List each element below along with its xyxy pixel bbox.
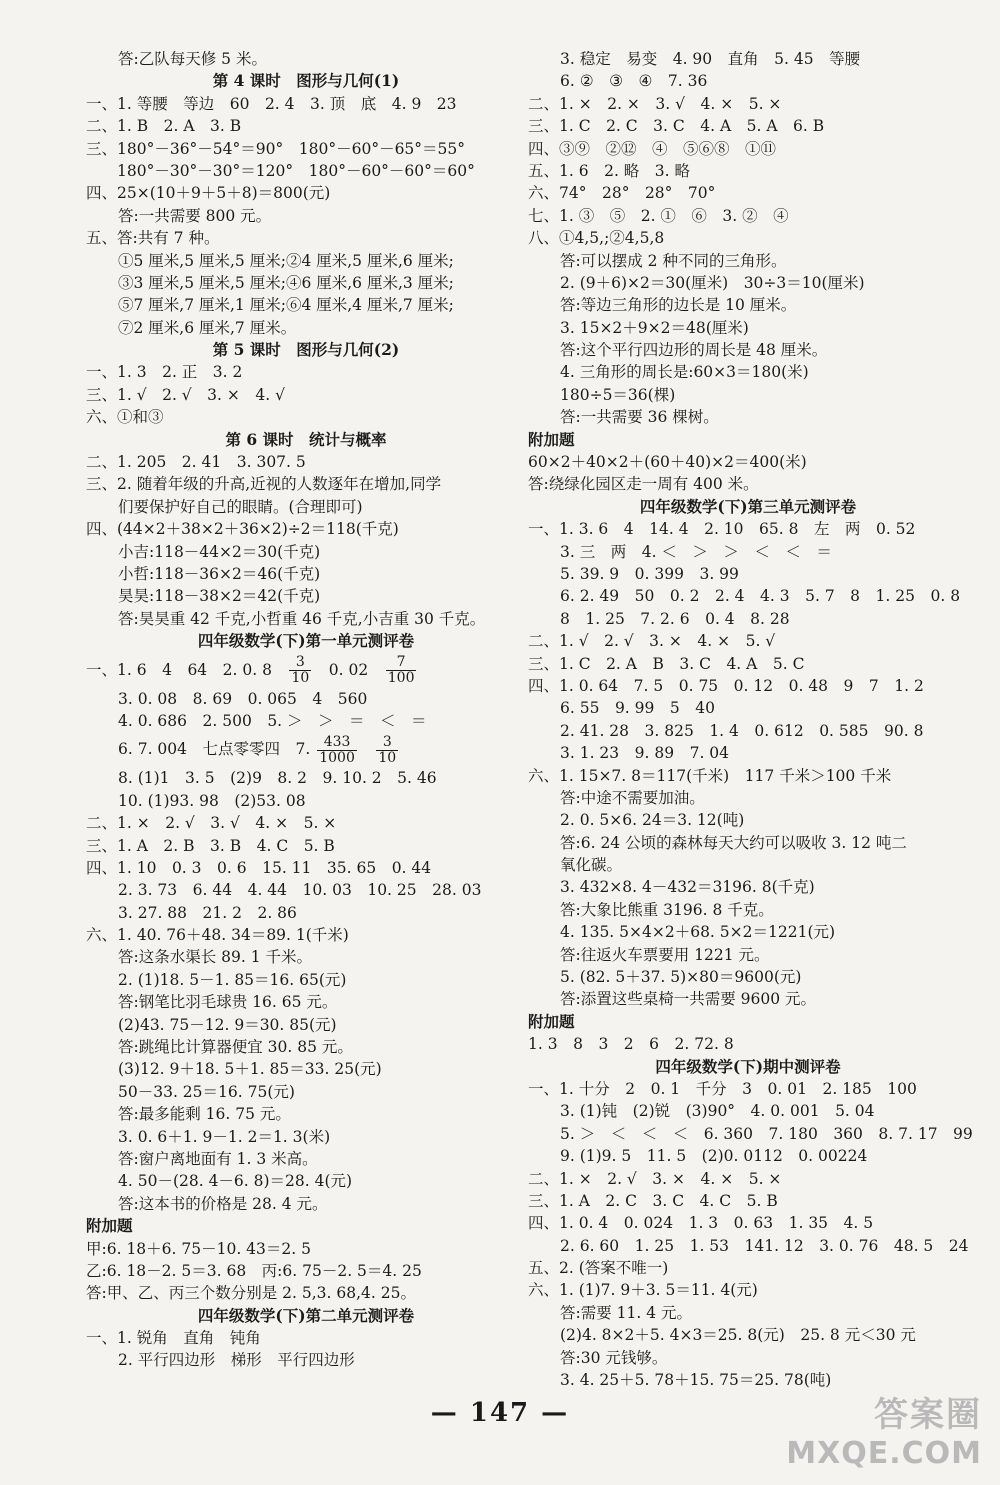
answer-line: ③3 厘米,5 厘米,5 厘米;④6 厘米,6 厘米,3 厘米; [118,273,454,292]
answer-line: 2. 6. 60 1. 25 1. 53 141. 12 3. 0. 76 48. 5 24 [560,1236,969,1255]
answer-line: 4. 135. 5×4×2＋68. 5×2＝1221(元) [560,923,836,942]
answer-line: 七、1. ③ ⑤ 2. ① ⑥ 3. ② ④ [528,206,789,225]
answer-line: 五、1. 6 2. 略 3. 略 [528,161,691,180]
answer-line: 3. 15×2＋9×2＝48(厘米) [560,318,749,337]
answer-line: (3)12. 9＋18. 5＋1. 85＝33. 25(元) [118,1060,382,1079]
answer-line: 五、答:共有 7 种。 [86,229,220,248]
answer-line: 答:往返火车票要用 1221 元。 [560,945,770,964]
answer-line: 六、①和③ [86,408,164,427]
answer-line: 5. (82. 5＋37. 5)×80＝9600(元) [560,968,802,987]
answer-line: 答:绕绿化园区走一周有 400 米。 [528,475,759,494]
answer-line: 四、(44×2＋38×2＋36×2)÷2＝118(千克) [86,520,399,539]
answer-line: 四、1. 10 0. 3 0. 6 15. 11 35. 65 0. 44 [86,858,432,877]
answer-line: 六、1. 40. 76＋48. 34＝89. 1(千米) [86,926,349,945]
answer-line: 四、25×(10＋9＋5＋8)＝800(元) [86,184,331,203]
left-answer-column [86,48,526,1372]
page-number: — 147 — [430,1398,570,1428]
section-heading: 四年级数学(下)期中测评卷 [655,1056,841,1076]
answer-line: 答:中途不需要加油。 [560,788,705,807]
answer-line: 答:甲、乙、丙三个数分别是 2. 5,3. 68,4. 25。 [86,1284,416,1303]
answer-line: 3. 稳定 易变 4. 90 直角 5. 45 等腰 [560,50,861,68]
answer-line: 三、1. A 2. C 3. C 4. C 5. B [528,1191,778,1210]
answer-line: 四、③⑨ ②⑫ ④ ⑤⑥⑧ ①⑪ [528,139,777,158]
answer-line: 答:窗户离地面有 1. 3 米高。 [118,1149,318,1168]
watermark [786,1387,982,1471]
answer-line: 一、1. 锐角 直角 钝角 [86,1329,261,1348]
answer-line: 一、1. 3 2. 正 3. 2 [86,363,243,382]
answer-line: 6. 55 9. 99 5 40 [560,699,715,718]
section-heading: 第 5 课时 图形与几何(2) [212,340,400,360]
answer-line: 二、1. × 2. √ 3. √ 4. × 5. × [86,814,337,833]
answer-line: 昊昊:118－38×2＝42(千克) [118,587,321,606]
answer-line: 附加题 [528,429,575,449]
answer-line: 答:30 元钱够。 [560,1348,668,1367]
answer-line: 一、1. 等腰 等边 60 2. 4 3. 顶 底 4. 9 23 [86,94,457,113]
answer-line: 3. 432×8. 4－432＝3196. 8(千克) [560,878,815,897]
answer-line: 2. 0. 5×6. 24＝3. 12(吨) [560,811,745,830]
watermark-text: 答案圈 [874,1395,982,1435]
answer-line: 氧化碳。 [560,856,623,875]
answer-line: 2. (9＋6)×2＝30(厘米) 30÷3＝10(厘米) [560,273,865,292]
answer-line: 3. 1. 23 9. 89 7. 04 [560,744,730,763]
answer-line: 8 1. 25 7. 2. 6 0. 4 8. 28 [560,609,790,628]
answer-line: 答:等边三角形的边长是 10 厘米。 [560,296,797,315]
answer-line: 一、1. 十分 2 0. 1 千分 3 0. 01 2. 185 100 [528,1079,917,1098]
answer-line: 五、2. (答案不唯一) [528,1259,669,1278]
answer-line: 答:跳绳比计算器便宜 30. 85 元。 [118,1038,353,1057]
answer-line: 六、74° 28° 28° 70° [528,184,716,203]
answer-line: 们要保护好自己的眼睛。(合理即可) [118,497,363,516]
answer-line: 三、1. A 2. B 3. B 4. C 5. B [86,836,335,855]
answer-line: 4. 50－(28. 4－6. 8)＝28. 4(元) [118,1172,353,1191]
answer-line: 3. 0. 08 8. 69 0. 065 4 560 [118,689,368,708]
section-heading: 第 4 课时 图形与几何(1) [212,71,400,91]
answer-line: 三、1. √ 2. √ 3. × 4. √ [86,385,285,404]
fraction: $\frac{3}{10}$ [378,733,397,766]
fraction: $\frac{7}{100}$ [387,654,415,687]
answer-line: 6. 2. 49 50 0. 2 2. 4 4. 3 5. 7 8 1. 25 0. 8 [560,587,961,606]
answer-line: 三、1. C 2. A B 3. C 4. A 5. C [528,654,805,673]
answer-line: 180°－30°－30°＝120° 180°－60°－60°＝60° [86,161,475,180]
answer-line: 答:大象比熊重 3196. 8 千克。 [560,900,774,919]
answer-line: 3. 0. 6＋1. 9－1. 2＝1. 3(米) [118,1127,331,1146]
answer-line: 3. 4. 25＋5. 78＋15. 75＝25. 78(吨) [560,1371,832,1390]
answer-line: 5. ＞ ＜ ＜ ＜ 6. 360 7. 180 360 8. 7. 17 99 [560,1124,973,1143]
answer-line: 二、1. × 2. √ 3. × 4. × 5. × [528,1169,782,1188]
answer-line: 180÷5＝36(棵) [560,385,676,404]
answer-line: 2. 3. 73 6. 44 4. 44 10. 03 10. 25 28. 03 [118,881,482,900]
answer-line: 二、1. √ 2. √ 3. × 4. × 5. √ [528,632,776,651]
answer-line: (2)4. 8×2＋5. 4×3＝25. 8(元) 25. 8 元＜30 元 [560,1326,916,1345]
answer-line: ①5 厘米,5 厘米,5 厘米;②4 厘米,5 厘米,6 厘米; [118,251,454,270]
answer-line: 一、1. 6 4 64 2. 0. 8 $\frac{3}{10}$ 0. 02 $\frac{7}{100}$ [86,654,415,687]
section-heading: 四年级数学(下)第二单元测评卷 [197,1305,415,1325]
answer-line: 10. (1)93. 98 (2)53. 08 [118,791,306,810]
answer-line: 附加题 [528,1011,575,1031]
answer-line: 6. 7. 004 七点零零四 7. $\frac{433}{1000}$ $\frac{3}{10}$ [118,733,397,766]
section-heading: 四年级数学(下)第三单元测评卷 [639,496,857,516]
fraction: $\frac{3}{10}$ [291,654,310,687]
answer-line: 60×2＋40×2＋(60＋40)×2＝400(米) [528,453,807,472]
answer-line: 四、1. 0. 4 0. 024 1. 3 0. 63 1. 35 4. 5 [528,1214,874,1233]
watermark-url: MXQE.COM [786,1436,982,1471]
answer-line: 六、1. 15×7. 8＝117(千米) 117 千米＞100 千米 [528,766,892,785]
answer-line: 答:乙队每天修 5 米。 [118,50,267,68]
answer-line: 甲:6. 18＋6. 75－10. 43＝2. 5 [86,1239,311,1258]
answer-line: 2. (1)18. 5－1. 85＝16. 65(元) [118,970,347,989]
answer-line: 8. (1)1 3. 5 (2)9 8. 2 9. 10. 2 5. 46 [118,769,437,788]
section-heading: 第 6 课时 统计与概率 [225,429,387,449]
answer-line: 二、1. 205 2. 41 3. 307. 5 [86,453,306,472]
answer-line: 二、1. × 2. × 3. √ 4. × 5. × [528,94,782,113]
answer-line: 四、1. 0. 64 7. 5 0. 75 0. 12 0. 48 9 7 1. 2 [528,676,924,695]
answer-line: 三、1. C 2. C 3. C 4. A 5. A 6. B [528,117,825,136]
answer-line: 答:这本书的价格是 28. 4 元。 [118,1194,328,1213]
answer-line: 答:这条水渠长 89. 1 千米。 [118,948,313,967]
answer-line: 2. 平行四边形 梯形 平行四边形 [118,1351,355,1370]
answer-line: 答:昊昊重 42 千克,小哲重 46 千克,小吉重 30 千克。 [118,609,486,628]
answer-line: 二、1. B 2. A 3. B [86,117,242,136]
answer-line: 小哲:118－36×2＝46(千克) [118,564,321,583]
answer-line: 答:可以摆成 2 种不同的三角形。 [560,251,787,270]
answer-line: ⑦2 厘米,6 厘米,7 厘米。 [118,318,297,337]
answer-line: 答:6. 24 公顷的森林每天大约可以吸收 3. 12 吨二 [560,833,907,852]
answer-line: 3. (1)钝 (2)锐 (3)90° 4. 0. 001 5. 04 [560,1102,875,1121]
answer-line: 答:一共需要 800 元。 [118,206,272,225]
answer-line: 三、2. 随着年级的升高,近视的人数逐年在增加,同学 [86,475,442,494]
answer-line: 6. ② ③ ④ 7. 36 [560,72,708,91]
answer-line: 六、1. (1)7. 9＋3. 5＝11. 4(元) [528,1281,758,1300]
answer-line: 八、①4,5,;②4,5,8 [528,229,665,248]
right-answer-column [528,48,973,1391]
answer-line: (2)43. 75－12. 9＝30. 85(元) [118,1015,337,1034]
answer-line: 5. 39. 9 0. 399 3. 99 [560,564,739,583]
answer-line: 答:需要 11. 4 元。 [560,1303,693,1322]
answer-line: 答:添置这些桌椅一共需要 9600 元。 [560,990,817,1009]
answer-line: 答:一共需要 36 棵树。 [560,408,719,427]
answer-line: 答:钢笔比羽毛球贵 16. 65 元。 [118,993,338,1012]
answer-line: 4. 0. 686 2. 500 5. ＞ ＞ ＝ ＜ ＝ [118,711,427,730]
fraction: $\frac{433}{1000}$ [319,733,355,766]
answer-line: 乙:6. 18－2. 5＝3. 68 丙:6. 75－2. 5＝4. 25 [86,1261,422,1280]
answer-line: 小吉:118－44×2＝30(千克) [118,542,321,561]
answer-line: 50－33. 25＝16. 75(元) [118,1082,295,1101]
answer-line: 答:最多能剩 16. 75 元。 [118,1105,291,1124]
section-heading: 四年级数学(下)第一单元测评卷 [197,631,415,651]
answer-line: 3. 27. 88 21. 2 2. 86 [118,903,297,922]
answer-line: 9. (1)9. 5 11. 5 (2)0. 0112 0. 00224 [560,1147,868,1166]
answer-line: ⑤7 厘米,7 厘米,1 厘米;⑥4 厘米,4 厘米,7 厘米; [118,296,454,315]
answer-line: 4. 三角形的周长是:60×3＝180(米) [560,363,809,382]
answer-line: 1. 3 8 3 2 6 2. 72. 8 [528,1035,734,1054]
answer-line: 一、1. 3. 6 4 14. 4 2. 10 65. 8 左 两 0. 52 [528,520,916,539]
answer-line: 2. 41. 28 3. 825 1. 4 0. 612 0. 585 90. 8 [560,721,924,740]
answer-line: 附加题 [86,1216,133,1236]
answer-line: 三、180°－36°－54°＝90° 180°－60°－65°＝55° [86,139,466,158]
answer-line: 3. 三 两 4. ＜ ＞ ＞ ＜ ＜ ＝ [560,542,832,561]
answer-line: 答:这个平行四边形的周长是 48 厘米。 [560,341,828,360]
